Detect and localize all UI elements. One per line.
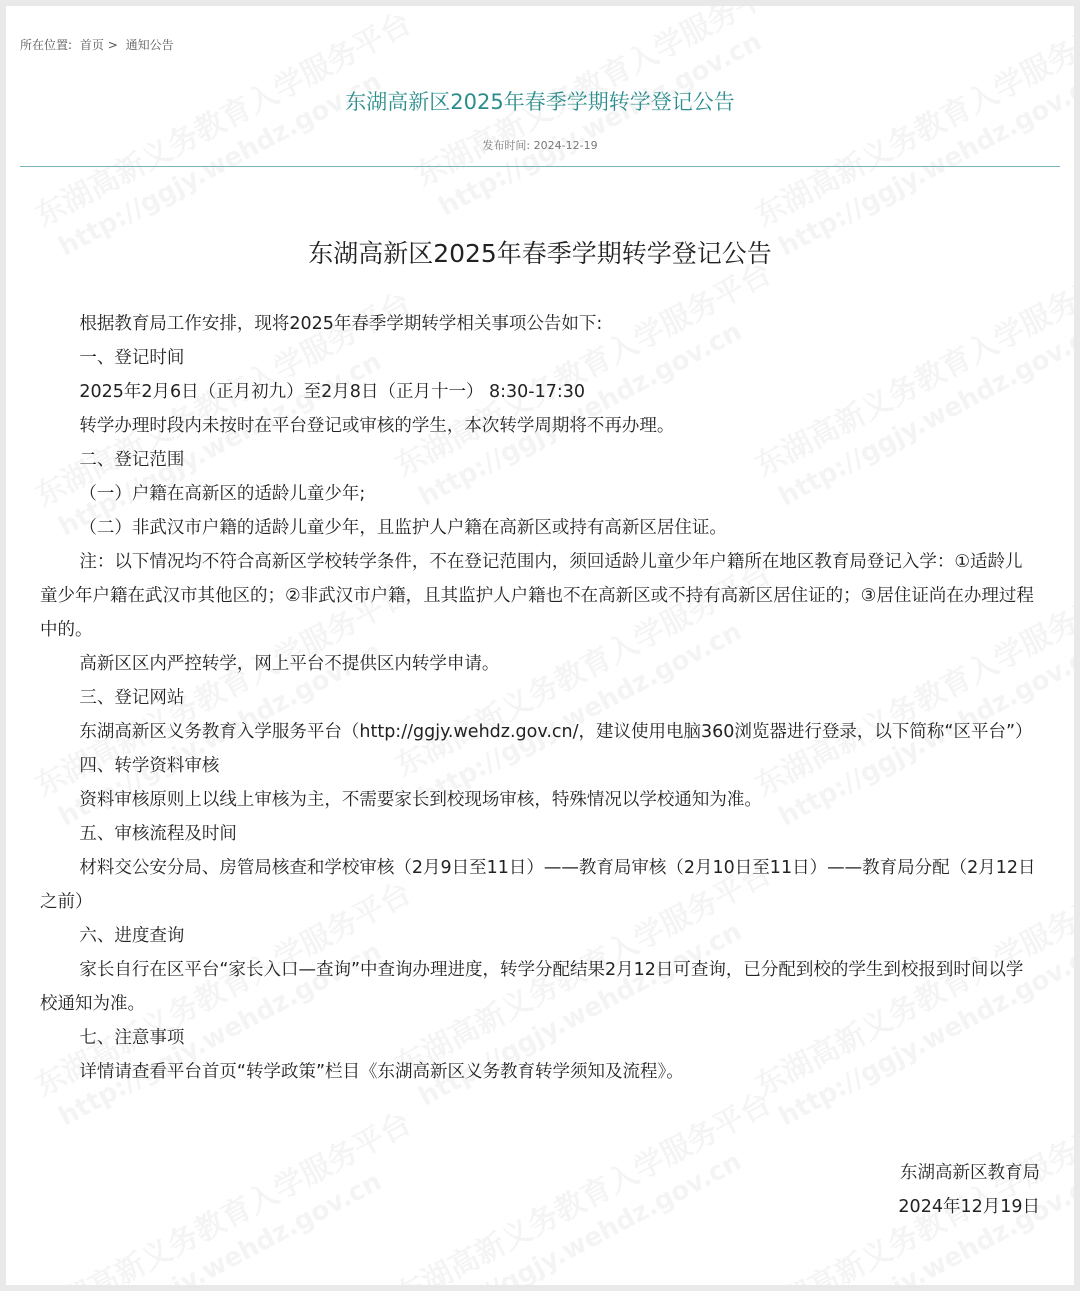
publish-date: 2024-12-19 — [533, 139, 598, 152]
watermark-text — [746, 6, 1074, 235]
paragraph: 材料交公安分局、房管局核查和学校审核（2月9日至11日）——教育局审核（2月10日至11日）——教育局分配（2月12日之前） — [40, 858, 1036, 912]
article-body — [40, 307, 1040, 1089]
section-heading-7: 七、注意事项 — [79, 1028, 185, 1048]
title-divider — [20, 166, 1060, 167]
publish-label: 发布时间: — [482, 139, 531, 152]
paragraph: 转学办理时段内未按时在平台登记或审核的学生，本次转学周期将不再办理。 — [79, 416, 675, 436]
watermark-url — [434, 27, 767, 223]
paragraph: （二）非武汉市户籍的适龄儿童少年，且监护人户籍在高新区或持有高新区居住证。 — [79, 518, 727, 538]
publish-time — [6, 137, 1074, 153]
page-title: 东湖高新区2025年春季学期转学登记公告 — [345, 90, 735, 114]
breadcrumb-current-link[interactable]: 通知公告 — [125, 38, 174, 52]
watermark-url — [54, 1167, 387, 1285]
breadcrumb — [20, 36, 174, 53]
page — [6, 6, 1074, 1285]
section-heading-4: 四、转学资料审核 — [79, 756, 220, 776]
signature-org: 东湖高新区教育局 — [900, 1163, 1040, 1183]
breadcrumb-prefix: 所在位置: — [20, 38, 73, 52]
paragraph-website: 东湖高新区义务教育入学服务平台（http://ggjy.wehdz.gov.cn/，建议使用电脑360浏览器进行登录，以下简称“区平台”） — [79, 722, 1033, 742]
watermark-text — [386, 1079, 777, 1285]
paragraph: 资料审核原则上以线上审核为主，不需要家长到校现场审核，特殊情况以学校通知为准。 — [79, 790, 762, 810]
section-heading-6: 六、进度查询 — [79, 926, 185, 946]
section-heading-1: 一、登记时间 — [79, 348, 185, 368]
paragraph-intro: 根据教育局工作安排，现将2025年春季学期转学相关事项公告如下: — [79, 314, 603, 334]
breadcrumb-separator: > — [107, 38, 118, 52]
watermark-url — [414, 1147, 747, 1285]
paragraph: 高新区区内严控转学，网上平台不提供区内转学申请。 — [79, 654, 500, 674]
section-heading-5: 五、审核流程及时间 — [79, 824, 237, 844]
paragraph: 2025年2月6日（正月初九）至2月8日（正月十一） 8:30-17:30 — [79, 382, 586, 402]
paragraph: （一）户籍在高新区的适龄儿童少年; — [79, 484, 366, 504]
watermark-text — [26, 1099, 417, 1285]
section-heading-2: 二、登记范围 — [79, 450, 185, 470]
article-title: 东湖高新区2025年春季学期转学登记公告 — [308, 239, 772, 268]
signature-date: 2024年12月19日 — [898, 1197, 1040, 1217]
section-heading-3: 三、登记网站 — [79, 688, 185, 708]
breadcrumb-home-link[interactable]: 首页 — [79, 38, 104, 52]
paragraph: 家长自行在区平台“家长入口—查询”中查询办理进度，转学分配结果2月12日可查询，已分配到校的学生到校报到时间以学校通知为准。 — [40, 960, 1024, 1014]
signature — [898, 1156, 1040, 1224]
paragraph: 详情请查看平台首页“转学政策”栏目《东湖高新区义务教育转学须知及流程》。 — [79, 1062, 684, 1082]
paragraph-note: 注：以下情况均不符合高新区学校转学条件，不在登记范围内，须回适龄儿童少年户籍所在地区教育局登记入学：①适龄儿童少年户籍在武汉市其他区的；②非武汉市户籍，且其监护人户籍也不在高新区或不持有高新区居住证的；③居住证尚在办理过程中的。 — [40, 552, 1034, 640]
